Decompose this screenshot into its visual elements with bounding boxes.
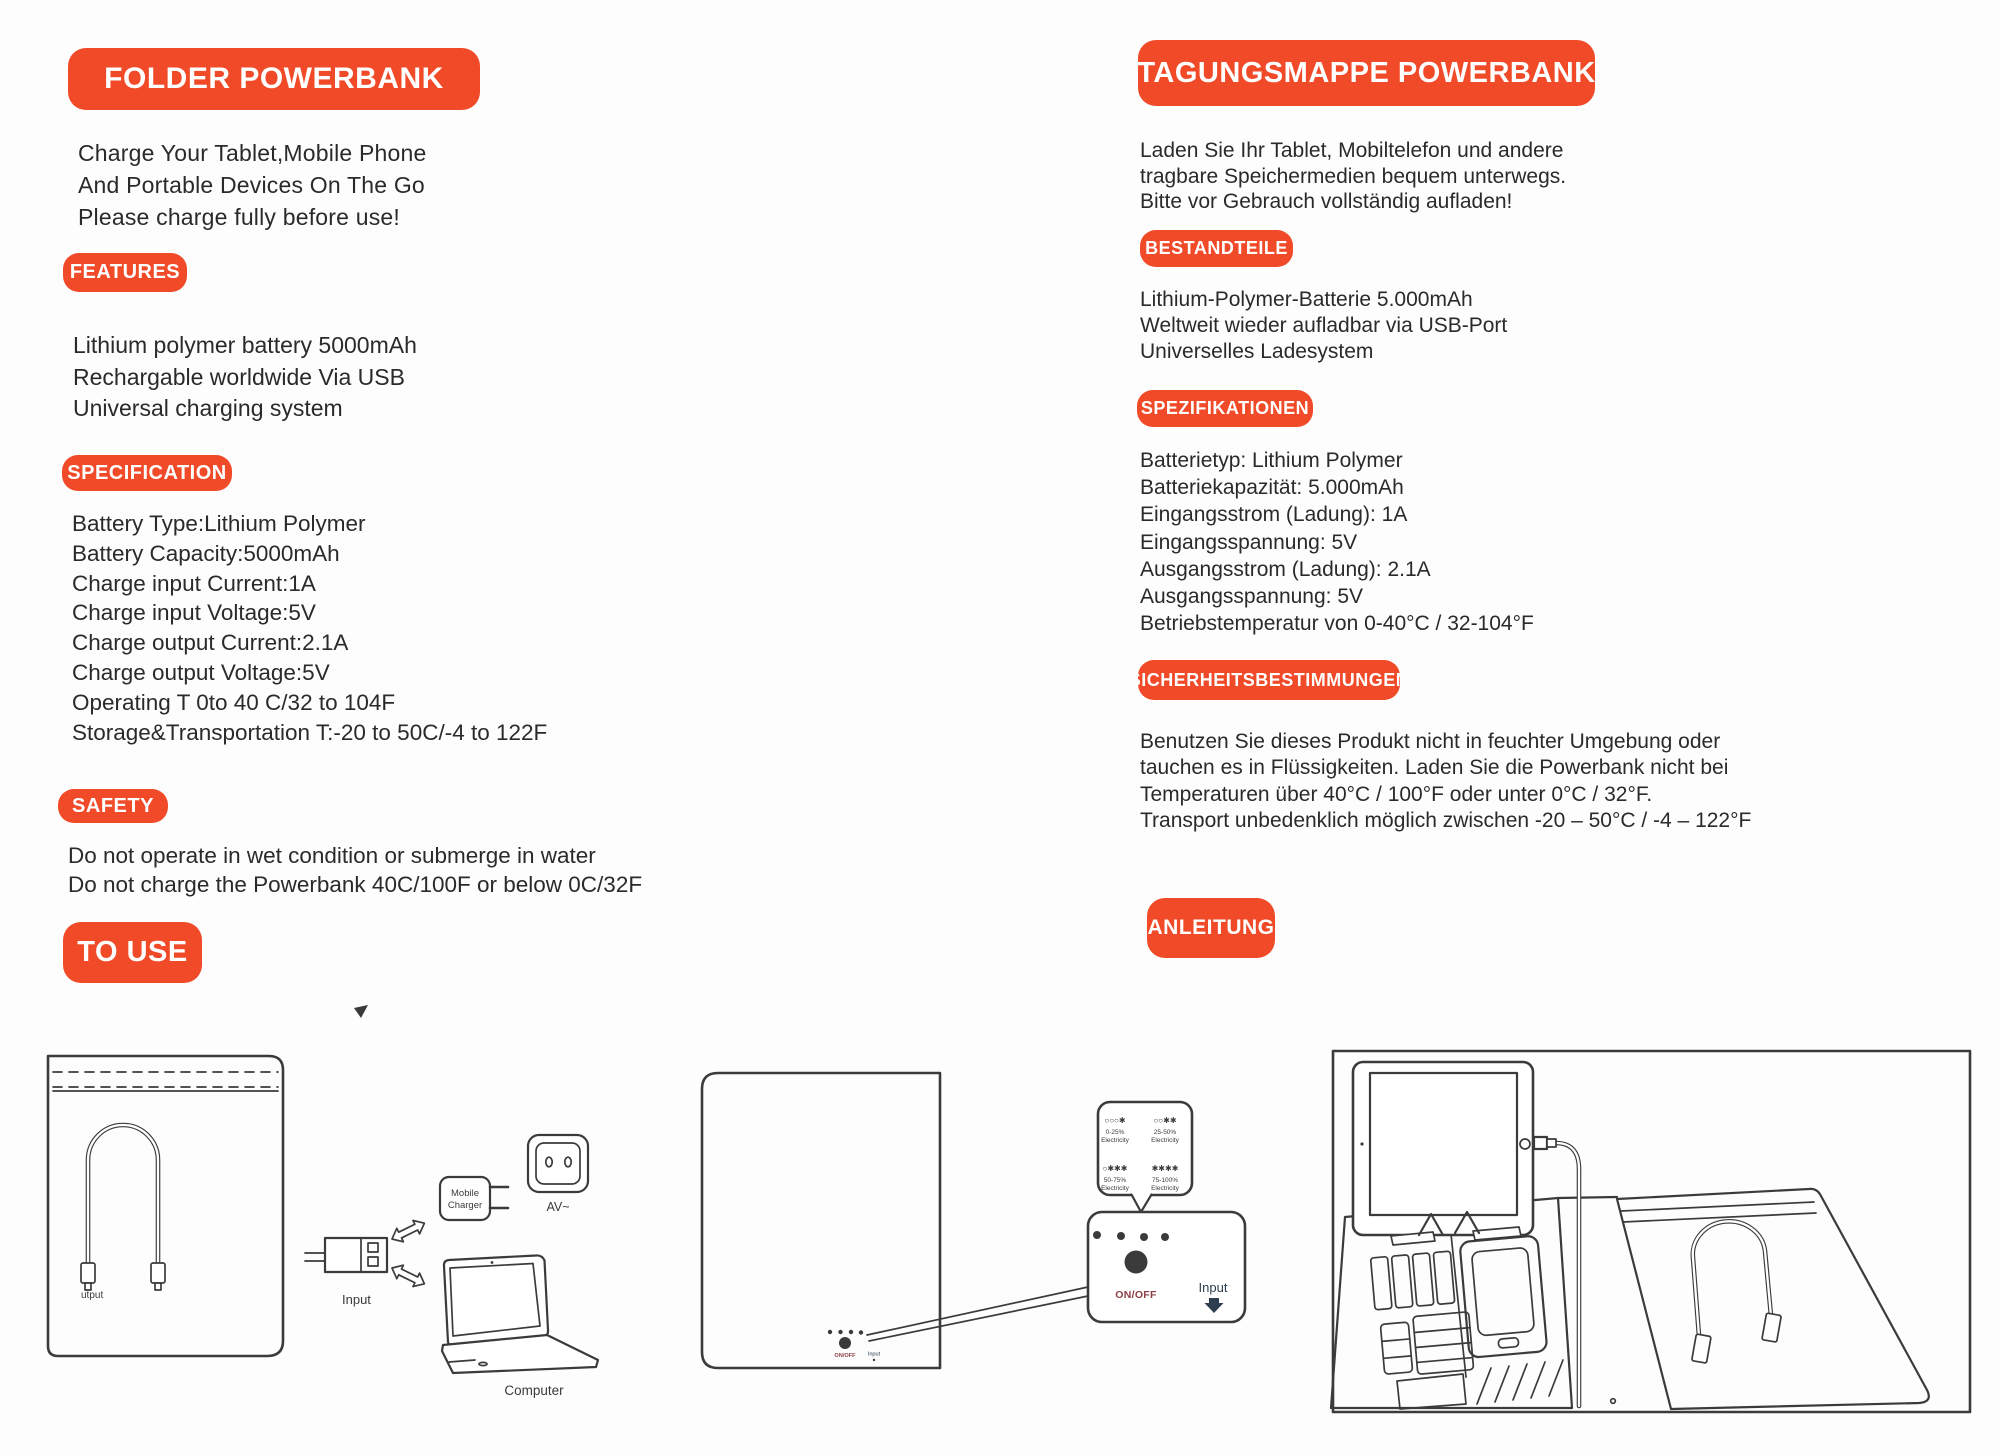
safety-list bbox=[68, 841, 642, 899]
diagram-folder-output-cable bbox=[45, 1048, 290, 1363]
card-slot bbox=[1371, 1257, 1392, 1310]
text-line: tauchen es in Flüssigkeiten. Laden Sie die Powerbank nicht bei bbox=[1140, 756, 1729, 780]
text-line: Storage&Transportation T:-20 to 50C/-4 to 122F bbox=[72, 719, 548, 745]
section-badge-features: FEATURES bbox=[63, 253, 187, 292]
double-arrow-up bbox=[389, 1216, 428, 1245]
right-flap bbox=[1617, 1189, 1929, 1409]
text-line: Eingangsspannung: 5V bbox=[1140, 530, 1358, 554]
text-line: Transport unbedenklich möglich zwischen -20 – 50°C / -4 – 122°F bbox=[1140, 808, 1752, 832]
text-line: Charge output Voltage:5V bbox=[72, 659, 330, 685]
text-line: Eingangsstrom (Ladung): 1A bbox=[1140, 503, 1408, 527]
folder-outline bbox=[702, 1073, 940, 1368]
phone-pocket-window bbox=[1471, 1247, 1534, 1336]
level-word: Electricity bbox=[1151, 1185, 1179, 1192]
level-dots: ○○✱✱ bbox=[1153, 1116, 1177, 1125]
text-line: Universelles Ladesystem bbox=[1140, 339, 1374, 363]
text-line: Operating T 0to 40 C/32 to 104F bbox=[72, 689, 396, 715]
level-word: Electricity bbox=[1151, 1137, 1179, 1144]
callout-line bbox=[869, 1296, 1088, 1341]
bestandteile-list bbox=[1140, 287, 1507, 364]
cable-connector bbox=[1692, 1334, 1711, 1363]
slot-stack bbox=[1380, 1322, 1412, 1374]
section-badge-spezifikationen: SPEZIFIKATIONEN bbox=[1137, 390, 1313, 427]
seam-line bbox=[1621, 1202, 1814, 1211]
computer-illustration bbox=[442, 1255, 598, 1373]
output-label: utput bbox=[81, 1290, 104, 1301]
text-line: Charge output Current:2.1A bbox=[72, 630, 349, 656]
stray-scan-mark bbox=[352, 1004, 372, 1022]
section-badge-specification: SPECIFICATION bbox=[62, 455, 232, 491]
double-arrow-down bbox=[389, 1261, 428, 1290]
text-line: And Portable Devices On The Go bbox=[78, 172, 425, 198]
onoff-panel bbox=[1088, 1212, 1245, 1322]
led-dot bbox=[1140, 1233, 1148, 1241]
cable-connector bbox=[1762, 1313, 1781, 1342]
diagram-powerbank-indicator bbox=[695, 1065, 1255, 1385]
level-dots: ✱✱✱✱ bbox=[1151, 1164, 1179, 1173]
card-slot bbox=[1391, 1255, 1412, 1308]
text-line: Do not operate in wet condition or submerge in water bbox=[68, 843, 596, 868]
usb-cable bbox=[88, 1125, 158, 1264]
tablet bbox=[1353, 1062, 1533, 1235]
input-label: Input bbox=[342, 1292, 371, 1307]
text-line: Weltweit wieder aufladbar via USB-Port bbox=[1140, 313, 1508, 337]
level-dots: ○○○✱ bbox=[1104, 1116, 1126, 1125]
text-line: Lithium polymer battery 5000mAh bbox=[73, 332, 417, 358]
card-slot bbox=[1412, 1253, 1433, 1306]
spare-cable bbox=[1693, 1221, 1771, 1336]
cable-plug bbox=[1534, 1137, 1547, 1149]
led-dot bbox=[1117, 1232, 1125, 1240]
text-line: Betriebstemperatur von 0-40°C / 32-104°F bbox=[1140, 612, 1534, 636]
sicherheit-list bbox=[1140, 729, 1751, 834]
mobile-charger-label: Mobile bbox=[451, 1188, 479, 1199]
text-line: Battery Capacity:5000mAh bbox=[72, 540, 340, 566]
cable-connector-tip bbox=[85, 1283, 91, 1290]
text-line: Laden Sie Ihr Tablet, Mobiltelefon und andere bbox=[1140, 139, 1564, 162]
input-small-label: Input bbox=[867, 1351, 881, 1358]
english-intro bbox=[78, 137, 426, 233]
av-label: AV~ bbox=[546, 1200, 570, 1214]
cable-connector bbox=[81, 1263, 95, 1283]
led-dot bbox=[1161, 1233, 1169, 1241]
section-badge-tagungsmappe-powerbank: TAGUNGSMAPPE POWERBANK bbox=[1138, 40, 1595, 106]
text-line: Rechargable worldwide Via USB bbox=[73, 363, 405, 390]
text-line: Batterietyp: Lithium Polymer bbox=[1140, 449, 1403, 472]
folder-outline bbox=[48, 1056, 283, 1356]
section-badge-sicherheitsbestimmungen: SICHERHEITSBESTIMMUNGEN bbox=[1138, 660, 1400, 700]
section-badge-folder-powerbank: FOLDER POWERBANK bbox=[68, 48, 480, 110]
cable-plug-tip bbox=[1547, 1139, 1556, 1147]
tablet-cable bbox=[1556, 1143, 1579, 1406]
pocket-tab bbox=[1498, 1338, 1519, 1349]
text-line: Charge input Current:1A bbox=[72, 570, 316, 596]
text-line: Universal charging system bbox=[73, 395, 343, 421]
mobile-charger-label: Charger bbox=[447, 1200, 483, 1211]
text-line: Ausgangsspannung: 5V bbox=[1140, 585, 1364, 609]
text-line: tragbare Speichermedien bequem unterwegs. bbox=[1140, 164, 1567, 188]
diagram-charging-options bbox=[295, 1115, 625, 1450]
tablet-camera-dot bbox=[1360, 1142, 1363, 1145]
led-dot bbox=[849, 1330, 853, 1334]
section-badge-safety: SAFETY bbox=[58, 789, 168, 823]
text-line: Do not charge the Powerbank 40C/100F or below 0C/32F bbox=[68, 872, 643, 897]
callout-line bbox=[867, 1287, 1088, 1335]
spine-edge bbox=[1558, 1197, 1617, 1198]
text-line: Bitte vor Gebrauch vollständig aufladen! bbox=[1140, 190, 1513, 213]
panel-input-label: Input bbox=[1198, 1280, 1228, 1295]
level-word: Electricity bbox=[1101, 1185, 1129, 1192]
spezifikationen-list bbox=[1140, 447, 1534, 637]
led-dot bbox=[859, 1330, 863, 1334]
led-dot bbox=[828, 1330, 832, 1334]
specification-list bbox=[72, 509, 547, 747]
features-list bbox=[73, 330, 417, 425]
snap-dot bbox=[1611, 1399, 1616, 1404]
tablet-home-button bbox=[1520, 1139, 1530, 1149]
bottom-pocket bbox=[1397, 1374, 1466, 1409]
text-line: Charge input Voltage:5V bbox=[72, 600, 316, 626]
german-intro bbox=[1140, 138, 1566, 215]
level-range: 75-100% bbox=[1151, 1177, 1179, 1184]
level-range: 0-25% bbox=[1105, 1129, 1125, 1136]
text-line: Lithium-Polymer-Batterie 5.000mAh bbox=[1140, 288, 1473, 311]
power-button-small bbox=[839, 1337, 851, 1349]
text-line: Temperaturen über 40°C / 100°F oder unter 0°C / 32°F. bbox=[1140, 782, 1653, 806]
section-badge-to-use: TO USE bbox=[63, 922, 202, 983]
led-dot bbox=[838, 1330, 842, 1334]
section-badge-anleitung: ANLEITUNG bbox=[1147, 898, 1275, 958]
text-line: Battery Type:Lithium Polymer bbox=[72, 511, 366, 536]
level-range: 25-50% bbox=[1153, 1129, 1177, 1136]
computer-label: Computer bbox=[504, 1383, 564, 1398]
level-range: 50-75% bbox=[1103, 1177, 1127, 1184]
onoff-small-label: ON/OFF bbox=[834, 1353, 856, 1359]
card-slot bbox=[1433, 1251, 1454, 1304]
led-dot bbox=[1093, 1231, 1101, 1239]
diagram-organizer-tablet bbox=[1325, 1045, 1980, 1420]
text-line: Please charge fully before use! bbox=[78, 204, 401, 230]
onoff-label: ON/OFF bbox=[1115, 1289, 1157, 1301]
power-button bbox=[1125, 1251, 1148, 1274]
level-dots: ○✱✱✱ bbox=[1102, 1164, 1128, 1173]
cable-connector-tip bbox=[155, 1283, 161, 1290]
section-badge-bestandteile: BESTANDTEILE bbox=[1140, 230, 1293, 267]
text-line: Charge Your Tablet,Mobile Phone bbox=[78, 140, 427, 166]
webcam-dot bbox=[491, 1261, 494, 1264]
text-line: Batteriekapazität: 5.000mAh bbox=[1140, 476, 1404, 500]
text-line: Ausgangsstrom (Ladung): 2.1A bbox=[1140, 557, 1431, 581]
level-word: Electricity bbox=[1101, 1137, 1129, 1144]
cable-connector bbox=[151, 1263, 165, 1283]
text-line: Benutzen Sie dieses Produkt nicht in feuchter Umgebung oder bbox=[1140, 730, 1721, 753]
